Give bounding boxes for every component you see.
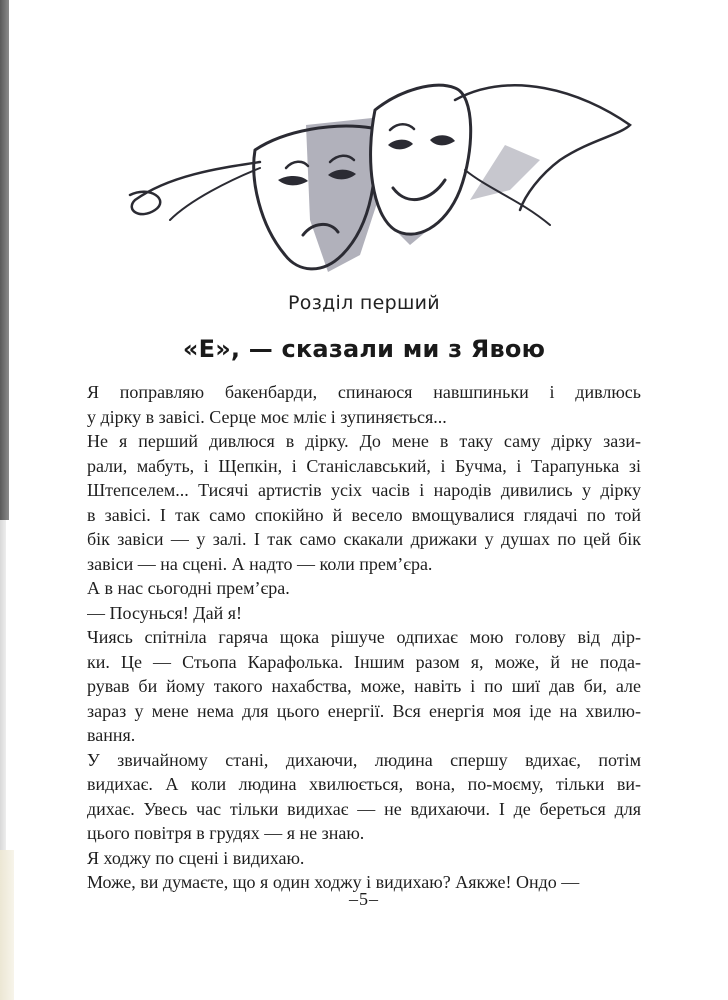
- text-line: у дірку в завісі. Серце моє мліє і зупиняється...: [87, 406, 447, 427]
- paragraph: [87, 748, 641, 846]
- text-line: Я ходжу по сцені і видихаю.: [87, 847, 305, 868]
- text-line: в завісі. І так само спокійно й весело вмощувалися глядачі по той: [87, 504, 641, 525]
- paragraph: [87, 380, 641, 429]
- text-line: А в нас сьогодні прем’єра.: [87, 578, 290, 598]
- text-line: — Посунься! Дай я!: [87, 602, 242, 623]
- text-line: завіси — на сцені. А надто — коли прем’єра.: [87, 553, 433, 574]
- theater-masks-icon: [110, 50, 640, 280]
- text-line: Чиясь спітніла гаряча щока рішуче одпихає мою голову від дір-: [87, 627, 641, 647]
- text-line: зараз у мене нема для цього енергії. Вся енергія моя іде на хвилю-: [87, 700, 641, 721]
- text-line: рував би йому такого нахабства, може, навіть і по шиї дав би, але: [87, 676, 641, 696]
- text-line: рали, мабуть, і Щепкін, і Станіславський, і Бучма, і Тарапунька зі: [87, 455, 641, 476]
- text-line: цього повітря в грудях — я не знаю.: [87, 823, 365, 843]
- text-line: дихає. Увесь час тільки видихає — не вдихаючи. І де береться для: [87, 798, 641, 819]
- text-line: вання.: [87, 725, 136, 745]
- text-line: Штепселем... Тисячі артистів усіх часів і народів дивились у дірку: [87, 480, 641, 500]
- text-line: Не я перший дивлюся в дірку. До мене в таку саму дірку зази-: [87, 431, 641, 451]
- page-spine-edge: [0, 0, 9, 520]
- paragraph: [87, 576, 641, 601]
- text-line: видихає. А коли людина хвилюється, вона, по-моєму, тільки ви-: [87, 774, 641, 794]
- paragraph: [87, 601, 641, 626]
- page-corner-edge: [0, 850, 14, 1000]
- page-spine-edge-lower: [0, 520, 6, 850]
- page-number: –5–: [349, 889, 379, 909]
- text-line: Може, ви думаєте, що я один ходжу і видихаю? Аякже! Ондо —: [87, 872, 580, 892]
- text-line: ки. Це — Стьопа Карафолька. Іншим разом я, може, й не пода-: [87, 651, 641, 672]
- paragraph: [87, 625, 641, 748]
- paragraph: [87, 429, 641, 576]
- text-line: Я поправляю бакенбарди, спинаюся навшпиньки і дивлюсь: [87, 382, 641, 402]
- text-line: бік завіси — у залі. І так само скакали дрижаки у душах по цей бік: [87, 529, 641, 549]
- body-text: [87, 380, 641, 895]
- text-line: У звичайному стані, дихаючи, людина спершу вдихає, потім: [87, 749, 641, 770]
- chapter-label: Розділ перший: [288, 292, 440, 314]
- chapter-title: «Е», — сказали ми з Явою: [182, 335, 546, 363]
- paragraph: [87, 846, 641, 871]
